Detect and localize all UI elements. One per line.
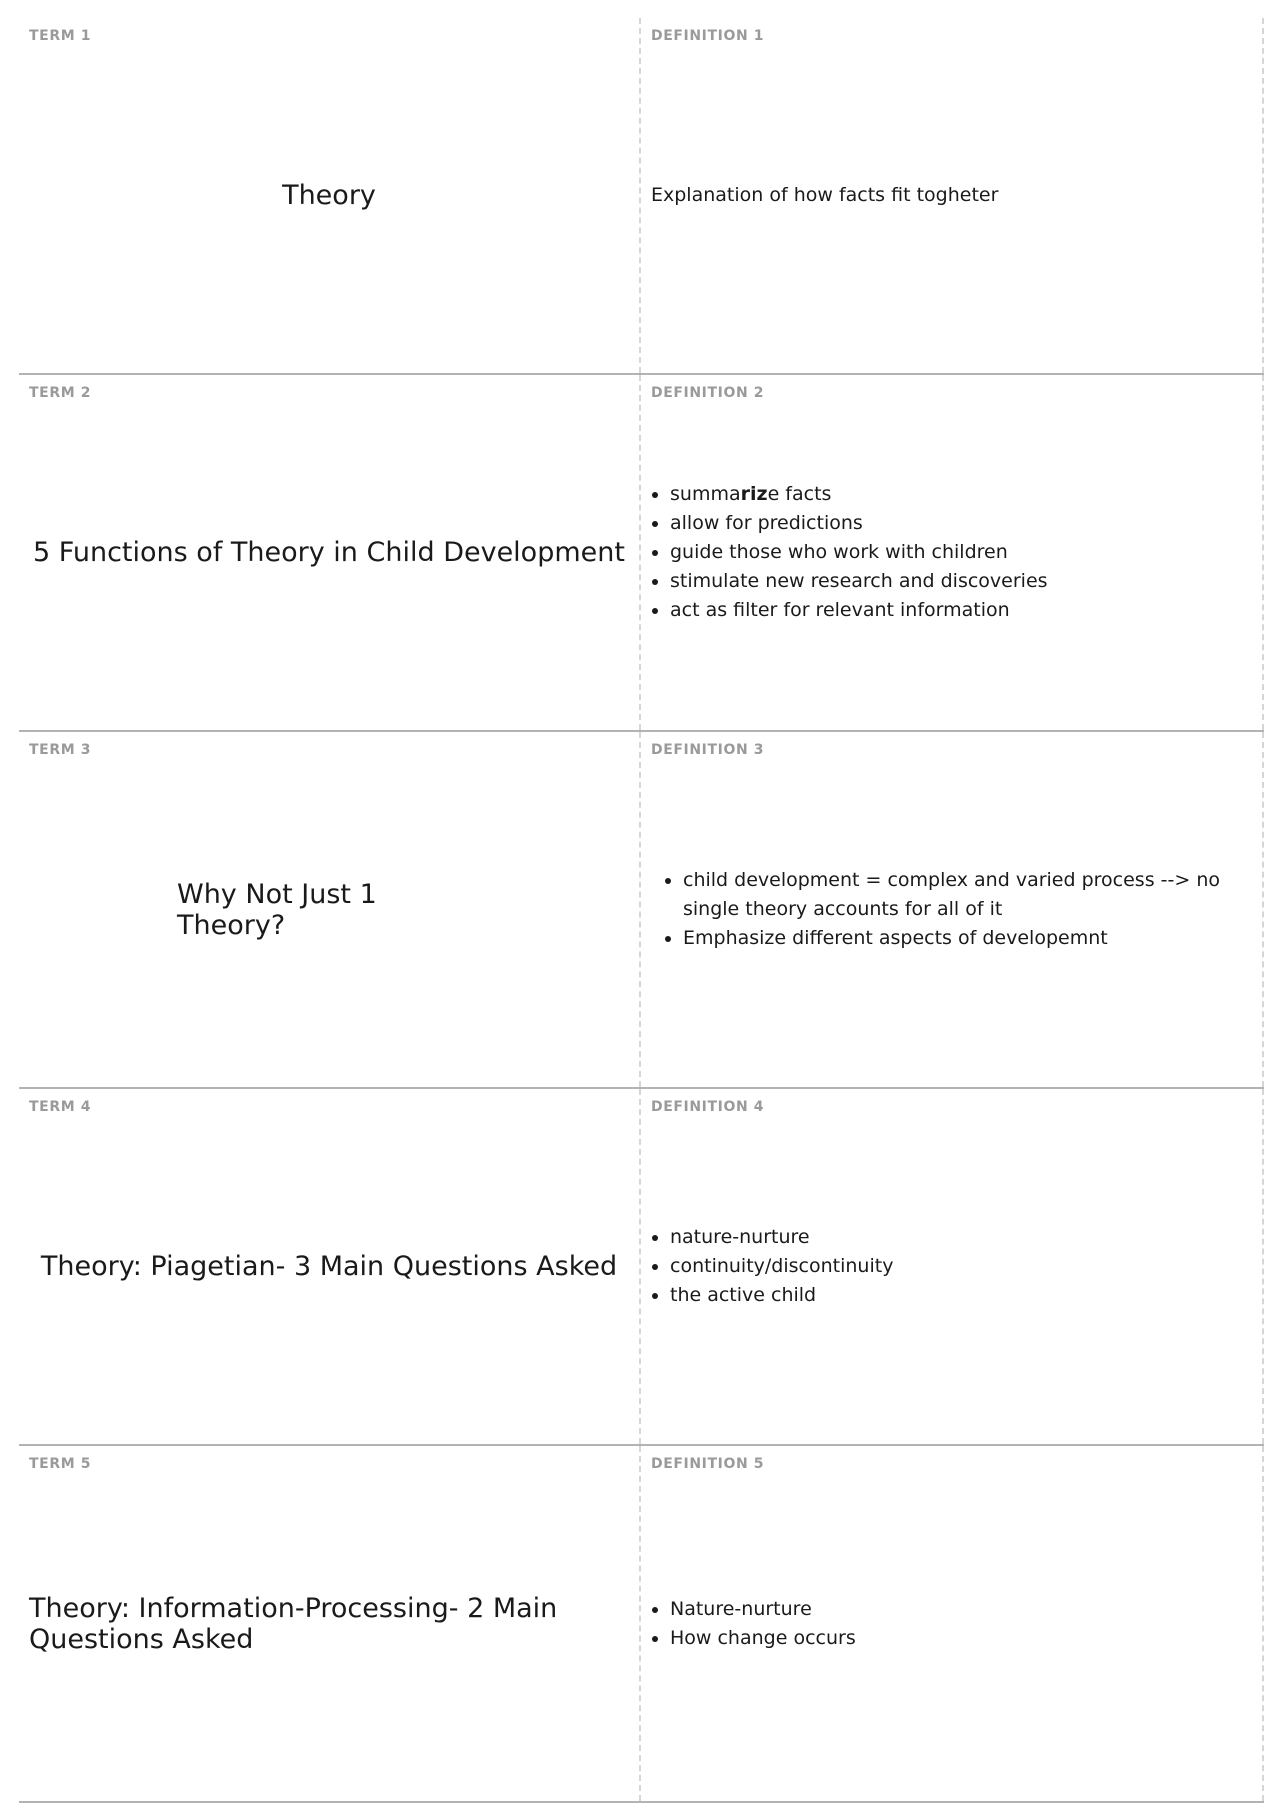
term-text-line: Theory? xyxy=(177,909,286,941)
definition-side xyxy=(641,18,1264,373)
definition-item: • nature-nurture xyxy=(670,1223,893,1252)
flashcard-sheet xyxy=(19,18,1264,1803)
definition-text-container xyxy=(651,1089,1252,1444)
term-text-container xyxy=(19,732,639,1087)
term-text-line: Theory: Information-Processing- 2 Main xyxy=(29,1592,558,1624)
definition-list xyxy=(651,1223,893,1310)
flashcard-5 xyxy=(19,1446,1264,1803)
term-side xyxy=(19,18,641,373)
definition-text-container xyxy=(651,375,1252,730)
flashcard-4 xyxy=(19,1089,1264,1446)
definition-item-text: summa xyxy=(670,483,741,505)
definition-label: DEFINITION 3 xyxy=(651,742,765,758)
term-label: TERM 3 xyxy=(29,742,92,758)
term-text xyxy=(19,1593,639,1655)
term-text-container xyxy=(19,1446,639,1801)
definition-item: • allow for predictions xyxy=(670,509,1048,538)
term-text-line: Questions Asked xyxy=(29,1623,254,1655)
term-label: TERM 1 xyxy=(29,28,92,44)
definition-list xyxy=(651,1595,856,1653)
definition-item: • How change occurs xyxy=(670,1624,856,1653)
term-text xyxy=(19,879,639,941)
term-text-container xyxy=(19,375,639,730)
definition-label: DEFINITION 5 xyxy=(651,1456,765,1472)
term-text: Theory: Piagetian- 3 Main Questions Asked xyxy=(40,1251,618,1282)
term-text-container xyxy=(19,18,639,373)
flashcard-2 xyxy=(19,375,1264,732)
definition-text-container xyxy=(651,1446,1252,1801)
term-text-container xyxy=(19,1089,639,1444)
definition-label: DEFINITION 2 xyxy=(651,385,765,401)
term-side xyxy=(19,732,641,1087)
definition-item-text: e facts xyxy=(767,483,832,505)
definition-item-bold-text: riz xyxy=(740,483,768,505)
definition-list xyxy=(651,866,1252,953)
definition-item: • the active child xyxy=(670,1281,893,1310)
term-label: TERM 4 xyxy=(29,1099,92,1115)
definition-item: • continuity/discontinuity xyxy=(670,1252,893,1281)
definition-text-container xyxy=(651,18,1252,373)
definition-item xyxy=(670,480,1048,509)
flashcard-3 xyxy=(19,732,1264,1089)
term-side xyxy=(19,375,641,730)
definition-list xyxy=(651,480,1048,625)
definition-text: Explanation of how facts fit togheter xyxy=(651,184,999,206)
term-text: 5 Functions of Theory in Child Development xyxy=(33,537,625,568)
term-label: TERM 2 xyxy=(29,385,92,401)
definition-item: • child development = complex and varied process --> no single theory accounts for all of it xyxy=(683,866,1252,924)
definition-side xyxy=(641,1089,1264,1444)
term-text: Theory xyxy=(282,180,376,211)
definition-side xyxy=(641,732,1264,1087)
term-text-line: Why Not Just 1 xyxy=(177,878,377,910)
term-side xyxy=(19,1089,641,1444)
term-side xyxy=(19,1446,641,1801)
definition-label: DEFINITION 4 xyxy=(651,1099,765,1115)
definition-item: • act as filter for relevant information xyxy=(670,596,1048,625)
term-label: TERM 5 xyxy=(29,1456,92,1472)
definition-label: DEFINITION 1 xyxy=(651,28,765,44)
definition-side xyxy=(641,375,1264,730)
definition-item: • guide those who work with children xyxy=(670,538,1048,567)
definition-side xyxy=(641,1446,1264,1801)
definition-item: • stimulate new research and discoveries xyxy=(670,567,1048,596)
definition-item: • Emphasize different aspects of developemnt xyxy=(683,924,1252,953)
flashcard-1 xyxy=(19,18,1264,375)
definition-item: • Nature-nurture xyxy=(670,1595,856,1624)
definition-text-container xyxy=(651,732,1252,1087)
